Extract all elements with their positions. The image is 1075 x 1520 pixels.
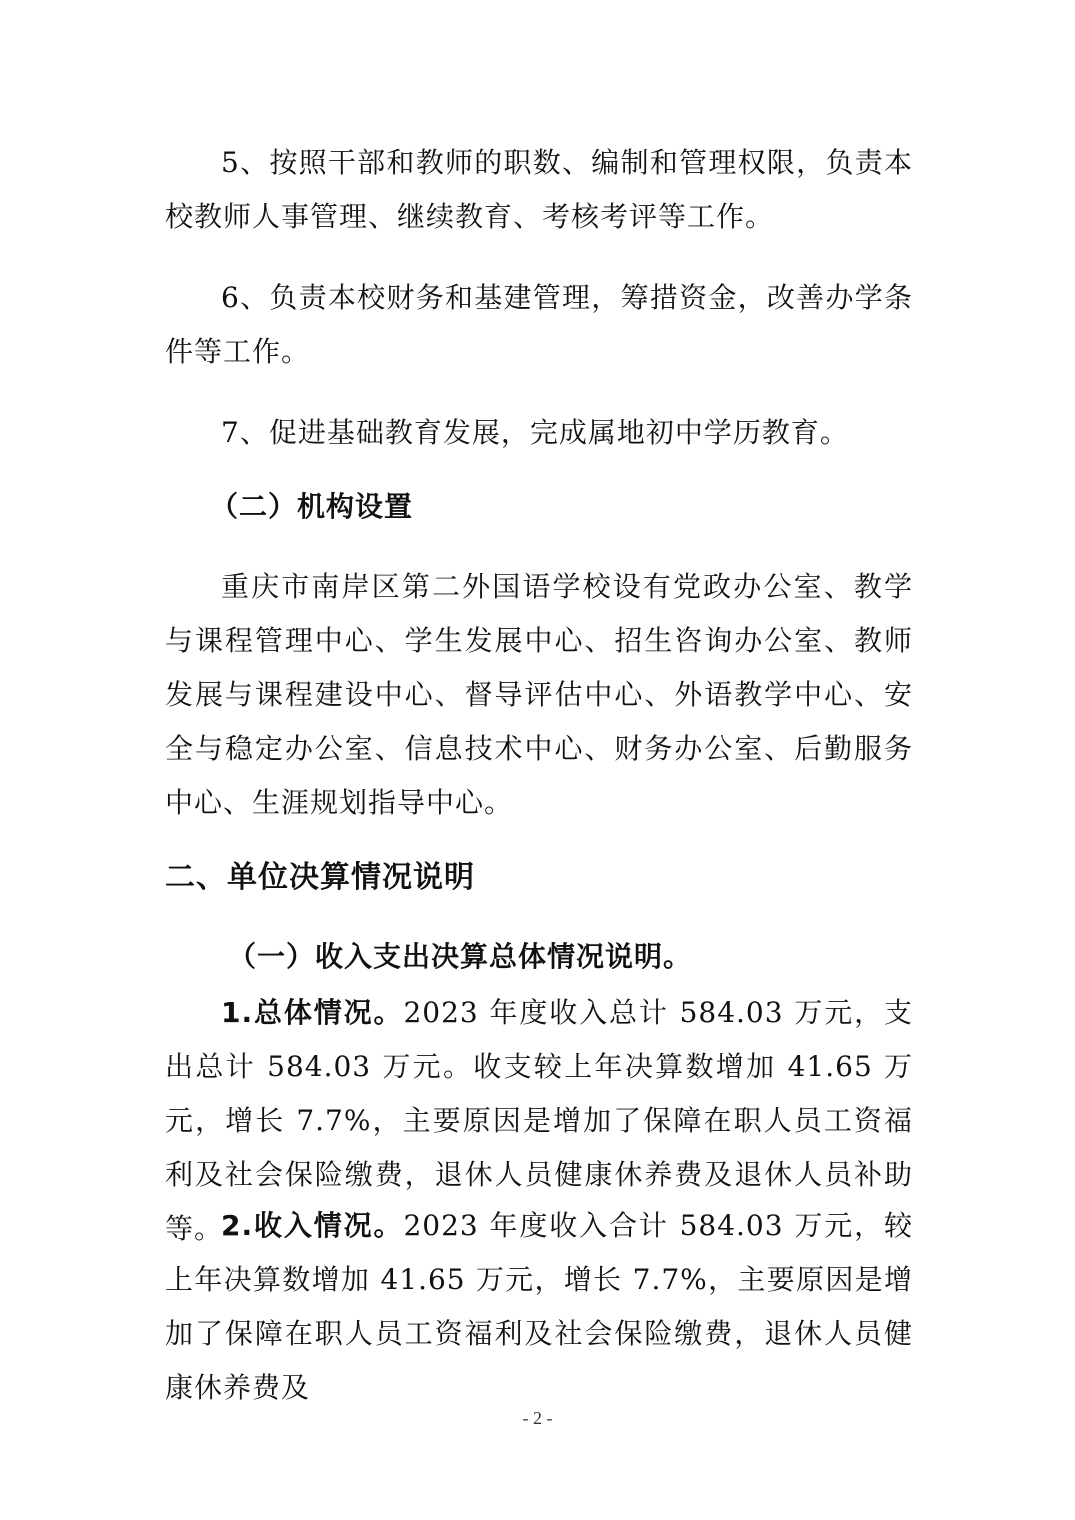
paragraph-income (165, 1199, 913, 1415)
income-lead: 2.收入情况。 (221, 1209, 404, 1242)
heading-subsection-1: （一）收入支出决算总体情况说明。 (228, 940, 693, 973)
paragraph-org-structure: 重庆市南岸区第二外国语学校设有党政办公室、教学与课程管理中心、学生发展中心、招生咨询办公室、教师发展与课程建设中心、督导评估中心、外语教学中心、安全与稳定办公室、信息技术中心、财务办公室、后勤服务中心、生涯规划指导中心。 (165, 570, 913, 819)
paragraph-item-6: 6、负责本校财务和基建管理，筹措资金，改善办学条件等工作。 (165, 281, 913, 368)
paragraph-item-7: 7、促进基础教育发展，完成属地初中学历教育。 (221, 416, 849, 449)
heading-section-2: 二、单位决算情况说明 (165, 860, 475, 895)
overall-lead: 1.总体情况。 (221, 996, 404, 1029)
heading-org-setup: （二）机构设置 (210, 490, 414, 523)
page-number: - 2 - (522, 1408, 553, 1428)
income-text: 2023 年度收入合计 584.03 万元，较上年决算数增加 41.65 万元，增长 7.7%，主要原因是增加了保障在职人员工资福利及社会保险缴费，退休人员健康休养费及 (165, 1209, 913, 1404)
overall-text: 2023 年度收入总计 584.03 万元，支出总计 584.03 万元。收支较上年决算数增加 41.65 万元，增长 7.7%，主要原因是增加了保障在职人员工资福利及社会保险缴费，退休人员健康休养费及退休人员补助等。 (165, 996, 913, 1245)
paragraph-item-5: 5、按照干部和教师的职数、编制和管理权限，负责本校教师人事管理、继续教育、考核考评等工作。 (165, 146, 913, 233)
